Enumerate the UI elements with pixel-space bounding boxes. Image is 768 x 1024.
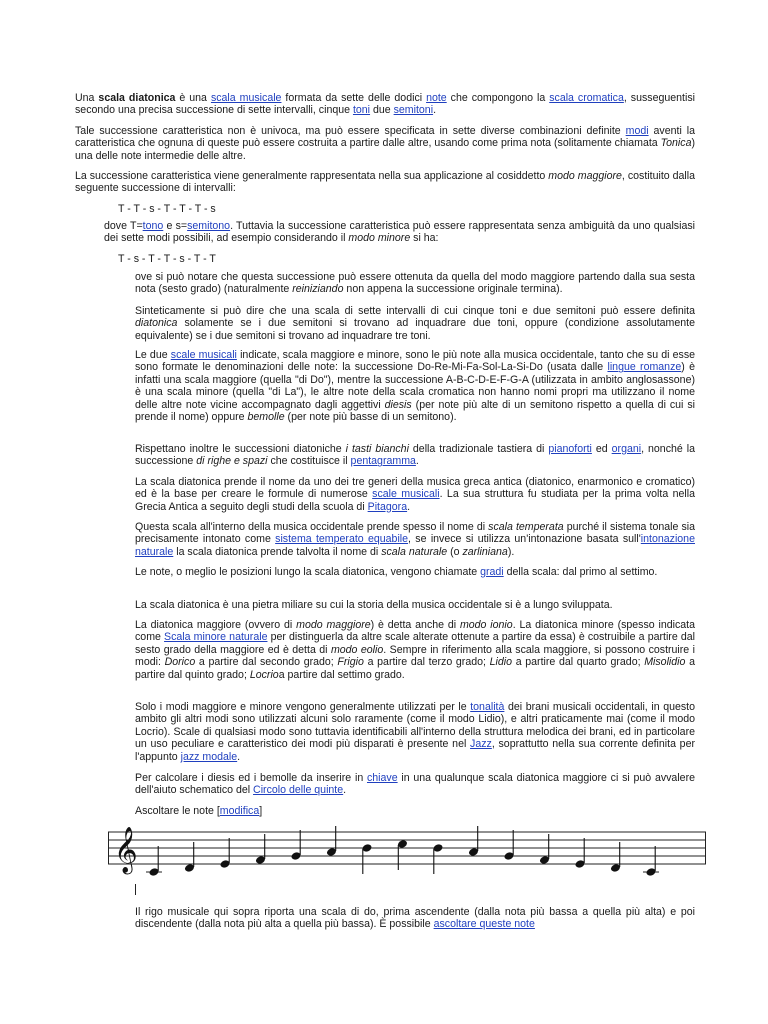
paragraph-tasti-bianchi	[135, 443, 695, 468]
link-organi[interactable]: organi	[611, 443, 642, 455]
note-d4	[184, 842, 195, 873]
text: indicate, scala maggiore e minore, sono le più note alla musica occidentale, tanto che su di esse sono formate le denominazioni delle note: la successione Do-Re-Mi-Fa-Sol-La-Si-Do (usata dalle	[135, 349, 696, 374]
text: ove si può notare che questa successione può essere ottenuta da quella del modo maggiore partendo dalla sua sesta nota (sesto grado) (naturalmente	[135, 271, 695, 296]
paragraph-modi	[75, 125, 695, 162]
text: La successione caratteristica viene generalmente rappresentata nella sua applicazione al cosiddetto	[75, 170, 549, 182]
note-f4	[255, 834, 266, 865]
text: .	[433, 104, 437, 117]
paragraph-gradi	[135, 566, 695, 578]
text: , se invece si utilizza un'intonazione basata sull'	[408, 533, 641, 546]
text: , nonché la successione	[135, 443, 695, 468]
link-scale-musicali[interactable]: scale musicali	[170, 349, 237, 361]
text: a partire dal quarto grado;	[512, 656, 645, 669]
term-bold: scala diatonica	[98, 92, 176, 104]
paragraph-scala-temperata	[135, 521, 695, 558]
paragraph-pietra-miliare	[135, 599, 695, 611]
text: , susseguentisi secondo una precisa successione di sette intervalli, cinque	[75, 92, 695, 117]
text: ) è detta anche di	[370, 619, 460, 631]
italic-term: Tonica	[660, 137, 692, 150]
music-staff	[108, 826, 708, 876]
text: a partire dal settimo grado.	[278, 668, 405, 681]
text: (per note più alte di un semitono rispetto a quella di cui si prende il nome) oppure	[135, 398, 695, 424]
interval-sequence-minor: T - s - T - T - s - T - T	[118, 253, 216, 265]
text: Solo i modi maggiore e minore vengono generalmente utilizzati per le	[135, 701, 471, 713]
text: Questa scala all'interno della musica occidentale prende spesso il nome di	[135, 521, 489, 533]
staff-notes	[146, 826, 659, 876]
text: Le due	[135, 349, 171, 361]
text: . Sempre in riferimento alla scala maggiore, si possono costruire i modi:	[135, 643, 695, 669]
staff-lines	[108, 832, 706, 864]
italic-term: zarliniana	[462, 545, 508, 558]
italic-term: modo eolio	[330, 643, 384, 656]
text: ed	[591, 443, 612, 455]
text: Rispettano inoltre le successioni diatoniche	[135, 443, 346, 455]
text: in una qualunque scala diatonica maggiore ci si può avvalere dell'aiuto schematico del	[135, 772, 695, 797]
link-jazz[interactable]: Jazz	[470, 738, 492, 751]
text: si ha:	[410, 232, 439, 245]
link-gradi[interactable]: gradi	[480, 566, 504, 578]
paragraph-sesta-nota	[135, 271, 695, 296]
note-e4	[575, 838, 586, 869]
italic-term: scala naturale	[381, 545, 448, 558]
text: della tradizionale tastiera di	[408, 443, 549, 455]
note-e4	[220, 838, 231, 869]
text: è una	[175, 92, 211, 104]
link-lingue-romanze[interactable]: lingue romanze	[607, 361, 682, 374]
text: (per note più basse di un semitono).	[284, 411, 457, 424]
link-tono[interactable]: tono	[142, 220, 164, 232]
text: ).	[507, 545, 515, 558]
text: La scala diatonica prende il nome da uno dei tre generi della musica greca antica (diatonico, enarmonico e cromatico) ed è la base per creare le formule di numerose	[135, 476, 695, 501]
link-ascoltare-queste-note[interactable]: ascoltare queste note	[433, 918, 535, 931]
link-scale-musicali[interactable]: scale musicali	[372, 488, 440, 501]
link-circolo-delle-quinte[interactable]: Circolo delle quinte	[253, 784, 344, 797]
link-semitono[interactable]: semitono	[187, 220, 231, 232]
italic-term: modo ionio	[459, 619, 513, 631]
italic-term: bemolle	[247, 411, 285, 424]
note-c4	[643, 846, 659, 876]
note-b4	[433, 843, 444, 874]
paragraph-tonalita	[135, 701, 695, 763]
note-c4	[146, 846, 162, 876]
link-jazz-modale[interactable]: jazz modale	[180, 750, 238, 763]
text-cursor	[135, 884, 136, 895]
paragraph-modo-maggiore	[75, 170, 695, 195]
note-c5	[397, 839, 408, 870]
text: ) è infatti una scala maggiore (quella "di Do"), mentre la successione A-B-C-D-E-F-G-A (utilizzata in ambito anglosassone) è una scala minore (quella "di La"), le altre note della scala cromatica non hanno nomi propri ma utilizzano il nome delle altre note vicine accompagnato dagli aggettivi	[135, 361, 695, 411]
italic-term: modo minore	[348, 232, 411, 245]
italic-term: Dorico	[164, 656, 196, 669]
text: (o	[447, 545, 463, 558]
text: Il rigo musicale qui sopra riporta una scala di do, prima ascendente (dalla nota più bassa a quella più alta) e poi discendente (dalla nota più alta a quella più bassa). È possibile	[135, 906, 695, 931]
italic-term: diesis	[384, 398, 412, 411]
text: .	[343, 784, 347, 797]
text: purché il sistema tonale sia precisamente intonato come	[135, 521, 695, 546]
paragraph-rigo-musicale	[135, 906, 695, 931]
link-note[interactable]: note	[426, 92, 447, 104]
text: Sinteticamente si può dire che una scala di sette intervalli di cui cinque toni e due semitoni può essere definita	[135, 305, 695, 317]
note-d4	[610, 842, 621, 873]
link-pitagora[interactable]: Pitagora	[367, 500, 408, 513]
note-a4	[326, 826, 337, 857]
paragraph-modi-derivati	[135, 619, 695, 681]
note-f4	[539, 834, 550, 865]
text: .	[415, 455, 419, 468]
note-g4	[504, 830, 515, 861]
text: la scala diatonica prende talvolta il nome di	[173, 545, 382, 558]
paragraph-grecia-antica	[135, 476, 695, 513]
link-chiave[interactable]: chiave	[366, 772, 398, 784]
text: che compongono la	[446, 92, 550, 104]
link-sistema-temperato-equabile[interactable]: sistema temperato equabile	[275, 533, 409, 546]
italic-term: diatonica	[135, 317, 178, 330]
text: . La sua struttura fu studiata per la prima volta nella Grecia Antica a seguito degli studi della scuola di	[135, 488, 696, 513]
text: che costituisce il	[267, 455, 351, 468]
italic-term: scala temperata	[488, 521, 564, 533]
link-scala-minore-naturale[interactable]: Scala minore naturale	[164, 631, 268, 644]
text: per distinguerla da altre scale alterate ottenute a partire da essa) è costruibile a partire dal sesto grado della maggiore ed è detta di	[135, 631, 695, 656]
link-pentagramma[interactable]: pentagramma	[350, 455, 416, 468]
text: Tale successione caratteristica non è univoca, ma può essere specificata in sette diverse combinazioni definite	[75, 125, 626, 137]
text: Le note, o meglio le posizioni lungo la scala diatonica, vengono chiamate	[135, 566, 481, 578]
text: non appena la successione originale termina).	[343, 283, 563, 296]
italic-term: Lidio	[489, 656, 513, 669]
text: , soprattutto nella sua corrente definita per l'appunto	[135, 738, 695, 763]
italic-term: Misolidio	[644, 656, 686, 669]
link-semitoni[interactable]: semitoni	[393, 104, 434, 117]
italic-term: Frigio	[337, 656, 364, 669]
text: , costituito dalla seguente successione di intervalli:	[75, 170, 696, 195]
italic-term: modo maggiore	[296, 619, 371, 631]
link-modi[interactable]: modi	[625, 125, 649, 137]
text: Una	[75, 92, 99, 104]
text: .	[407, 500, 411, 513]
section-heading-ascoltare	[135, 805, 695, 817]
text: dei brani musicali occidentali, in questo ambito gli altri modi sono utilizzati alcuni solo raramente (come il modo Lidio), e altri praticamente mai (come il modo Locrio). Scale di qualsiasi modo sono tuttavia identificabili all'interno della struttura melodica dei brani, ed in particolare un uso peculiare e caratteristico dei modi più disparati è presente nel	[135, 701, 695, 751]
paragraph-sinteticamente	[135, 305, 695, 342]
text: Ascoltare le note [	[135, 805, 220, 817]
link-tonalita[interactable]: tonalità	[470, 701, 505, 713]
interval-sequence-major: T - T - s - T - T - T - s	[118, 203, 216, 215]
text: due	[370, 104, 394, 117]
italic-term: reiniziando	[292, 283, 344, 296]
text: della scala: dal primo al settimo.	[503, 566, 658, 578]
paragraph-intro	[75, 92, 695, 117]
text: La scala diatonica è una pietra miliare su cui la storia della musica occidentale si è a lungo sviluppata.	[135, 599, 613, 611]
link-toni[interactable]: toni	[352, 104, 371, 117]
text: a partire dal terzo grado;	[363, 656, 490, 669]
treble-clef-icon: 𝄞	[114, 827, 138, 873]
text: ) una delle note intermedie delle altre.	[75, 137, 695, 162]
text: e s=	[163, 220, 188, 232]
text: . Tuttavia la successione caratteristica può essere rappresentata senza ambiguità da uno qualsiasi dei sette modi possibili, ad esempio considerando il	[104, 220, 696, 245]
text: a partire dal secondo grado;	[195, 656, 338, 669]
link-modifica[interactable]: modifica	[219, 805, 260, 817]
note-g4	[291, 830, 302, 861]
link-scala-cromatica[interactable]: scala cromatica	[549, 92, 624, 104]
link-scala-musicale[interactable]: scala musicale	[210, 92, 282, 104]
text: ]	[259, 805, 263, 817]
italic-term: i tasti bianchi	[345, 443, 409, 455]
text: formata da sette delle dodici	[281, 92, 427, 104]
link-pianoforti[interactable]: pianoforti	[548, 443, 592, 455]
text: Per calcolare i diesis ed i bemolle da inserire in	[135, 772, 367, 784]
italic-term: di righe e spazi	[196, 455, 268, 468]
paragraph-circolo-quinte	[135, 772, 695, 797]
text: aventi la caratteristica che ognuna di queste può essere costruita a partire dalle altre, usando come prima nota (solitamente chiamata	[75, 125, 696, 150]
text: solamente se i due semitoni si trovano ad inquadrare due toni, oppure (condizione assolutamente equivalente) se i due semitoni si trovano ad inquadrare tre toni.	[135, 317, 695, 342]
text: .	[237, 750, 241, 763]
text: dove T=	[104, 220, 143, 232]
link-intonazione-naturale[interactable]: intonazione naturale	[135, 533, 695, 558]
note-a4	[468, 826, 479, 857]
italic-term: Locrio	[249, 668, 279, 681]
text: La diatonica maggiore (ovvero di	[135, 619, 297, 631]
italic-term: modo maggiore	[548, 170, 622, 182]
note-b4	[362, 843, 373, 874]
text: . La diatonica minore (spesso indicata come	[135, 619, 696, 644]
paragraph-due-scale	[135, 349, 695, 423]
text: a partire dal quinto grado;	[135, 656, 695, 681]
paragraph-tono-semitono	[104, 220, 695, 245]
